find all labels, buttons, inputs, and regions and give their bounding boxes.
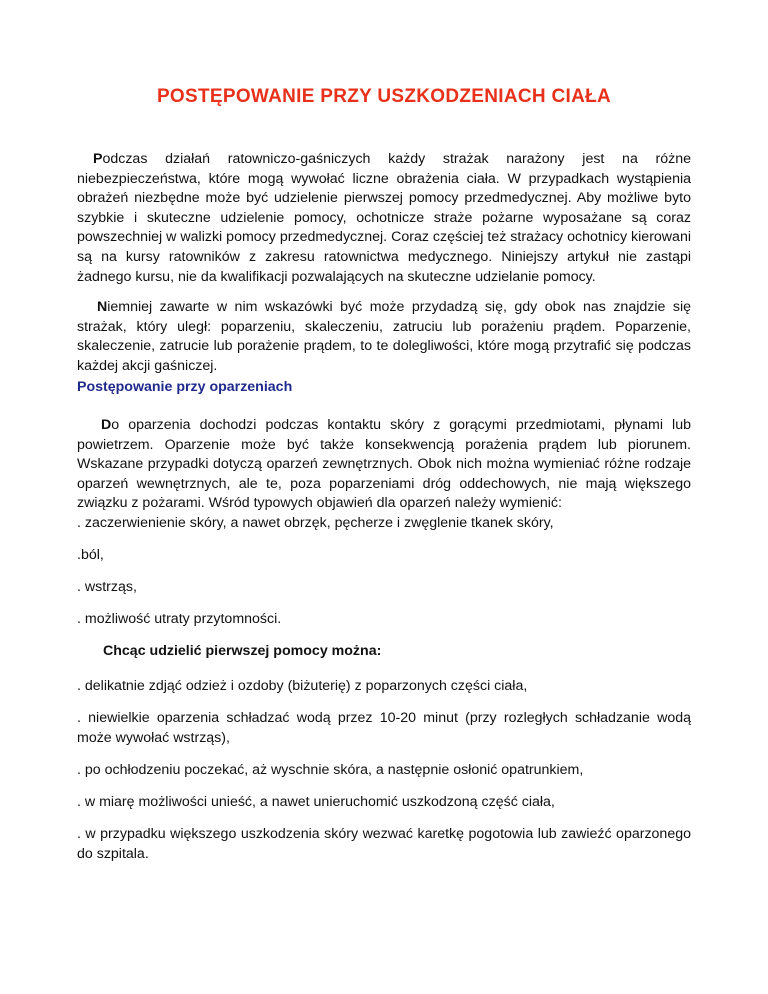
symptom-item: . zaczerwienienie skóry, a nawet obrzęk, pęcherze i zwęglenie tkanek skóry, [77, 515, 554, 531]
section-paragraph [77, 416, 691, 514]
symptom-item: .ból, [77, 547, 104, 563]
second-paragraph [77, 298, 691, 376]
second-drop-letter: N [97, 299, 108, 315]
help-step: . delikatnie zdjąć odzież i ozdoby (biżuterię) z poparzonych części ciała, [77, 678, 528, 694]
intro-drop-letter: P [93, 151, 103, 167]
section-drop-letter: D [101, 417, 112, 433]
second-text: iemniej zawarte w nim wskazówki być może przydadzą się, gdy obok nas znajdzie się strażak, który uległ: poparzeniu, skaleczeniu, zatruciu lub porażeniu prądem. Poparzenie, skaleczenie, zatrucie lub porażenie prądem, to te dolegliwości, które mogą przytrafić się podczas każdej akcji gaśniczej. [77, 299, 691, 374]
intro-paragraph [77, 150, 691, 287]
section-heading: Postępowanie przy oparzeniach [77, 379, 293, 395]
symptom-item: . możliwość utraty przytomności. [77, 611, 282, 627]
intro-text: odczas działań ratowniczo-gaśniczych każdy strażak narażony jest na różne niebezpieczeństwa, które mogą wywołać liczne obrażenia ciała. W przypadkach wystąpienia obrażeń niezbędne może być udzielenie pierwszej pomocy przedmedycznej. Aby możliwe byto szybkie i skuteczne udzielenie pomocy, ochotnicze straże pożarne wyposażane są coraz powszechniej w walizki pomocy przedmedycznej. Coraz częściej też strażacy ochotnicy kierowani są na kursy ratowników z zakresu ratownictwa medycznego. Niniejszy artykuł nie zastąpi żadnego kursu, nie da kwalifikacji pozwalających na skuteczne udzielanie pomocy. [77, 151, 691, 285]
help-step: . w przypadku większego uszkodzenia skóry wezwać karetkę pogotowia lub zawieźć oparzonego do szpitala. [77, 826, 691, 862]
help-step: . w miarę możliwości unieść, a nawet unieruchomić uszkodzoną część ciała, [77, 794, 555, 810]
section-text: o oparzenia dochodzi podczas kontaktu skóry z gorącymi przedmiotami, płynami lub powietrzem. Oparzenie może być także konsekwencją porażenia prądem lub piorunem. Wskazane przypadki dotyczą oparzeń zewnętrznych. Obok nich można wymieniać różne rodzaje oparzeń wewnętrznych, ale te, poza poparzeniami dróg oddechowych, nie mają większego związku z pożarami. Wśród typowych objawień dla oparzeń należy wymienić: [77, 417, 691, 512]
help-step: . niewielkie oparzenia schładzać wodą przez 10-20 minut (przy rozległych schładzanie wodą może wywołać wstrząs), [77, 710, 691, 746]
page-title: POSTĘPOWANIE PRZY USZKODZENIACH CIAŁA [156, 86, 612, 107]
help-heading: Chcąc udzielić pierwszej pomocy można: [103, 643, 382, 659]
help-step: . po ochłodzeniu poczekać, aż wyschnie skóra, a następnie osłonić opatrunkiem, [77, 762, 584, 778]
symptom-item: . wstrząs, [77, 579, 137, 595]
